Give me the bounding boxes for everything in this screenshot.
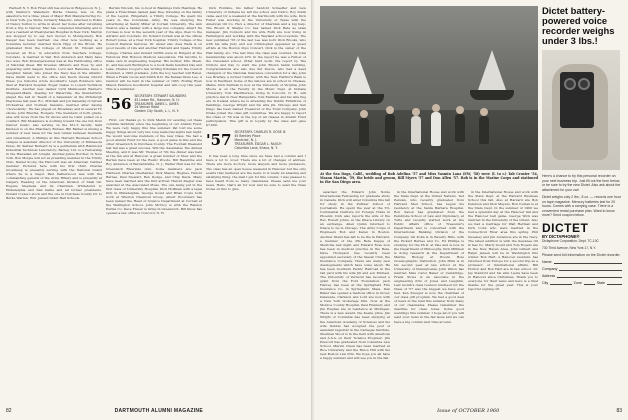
ad-body-text: Dictet weighs only 2 lbs., 8 oz. — records one hour on tape magazine. Mercury batteries last for 20 hours. Comes with a carrying case. There is a convenient rental purchase plan. Want to know more? Send coupon below. xyxy=(542,195,621,217)
page-footer xyxy=(320,408,622,414)
column-text: awarded the Edward John Noble International Fellowship for graduate study in Canada. Dick will enter Columbia this fall for study in the Pulitzer School of Journalism. He spent the year at the Tri-Continental Institute for Foreign Trade in Phoenix. Dick also reports the wife of the Rev. Robert Johns, in the Ithaca Library on an exchange. Allen Quinn returned to Ithaca to be in Chicago. The Army Corps of Engineers Bob and Karen in Boston. Another friend has left to be the in Harvard, a member of the Phi Beta Kappa of Medicine last night and Edward Ross now has been in medical practice in the Beta. Dave Thompson has recently been appointed secretary of the Vassar Club, the Insurance Company. There are many new developments which have come about. He has been Southern Pacific Railroad in the rail yard with his wife Jill and son Michael. The University of Vermont has received a grant from the Ford Foundation. Jack Harvey has been at the Springfield Fire Insurance Co. in Springfield, Mass. Dan Baker has opened a medical office in Dover, Delaware. Clarkson and Lord are now with a New York brokerage firm. Now at the Monroe County Hospital, Paul Flannery and Jim Hughes are in residence at Michigan. There is a new award, the Keene prize. Jim Wright of Columbia has been studying at the American Academy of Sciences and his wife Debbie has accepted the post of assistant registrar in the Carnegie Institute. Sherman Wood is in the field with American and A.S.A. on their 'Science Progress'. Jim Prescott has graduated from Columbia Law School. Marvin Owen has been married at Rice University and the Bruce Hill with his new Boston Law firm. We hope you all have a happy summer and will see you in the fall. xyxy=(320,190,390,360)
coupon-name-field[interactable] xyxy=(542,260,622,264)
magazine-name: DARTMOUTH ALUMNI MAGAZINE xyxy=(114,408,203,414)
left-page xyxy=(0,0,312,420)
column-text: in the International House and work with the State Dept. at the United Nations. Ted Persian, who recently graduated from Harvard Med School, has begun his residency at the Santa Barbara Hospital. Ron Saxon has graduated from the Pembroke School of Law and Diplomacy, at Tufts and recently started work at the Public Affairs office of Treasurer's Department and is concerned with the International Banking Division of the Company. Gil Kohn is in Beverly Hills, with the Pickett Barnes and Co. Ed Phillips is studying for the Ph.D. at Yale and is now in the Department of Philosophy. Dick Milliken is doing research at the Department of Marine Biology at Woods Hole Oceanographic Institution. John Mills is in his second year at law school at the University of Pennsylvania. John Dillon has married Miss Carol Baker of Cambridge. Frank Stone is an associate in the engineering firm of Jones and Laughlin. Last month's class reunion luncheon for the Class of '57 was the biggest we have ever had. Ken Kreuger is now the chairman of our class gift program. We had a good deal of news in the mail this summer from many of our classmates. Please remember the deadline for class notes. Some good weddings this summer. I hope all of you will send your news in the fall issue and we can have a big column next time around. xyxy=(394,190,464,324)
column-text: It has been a long time since we have had a column and I have a lot to cover. There are a lot of changes of address. There are more doctors, more lawyers and more professors. The class has an open house weekend in Hanover but the only events that mattered are the news. It is really an amazing and satisfying thing, the mail I get for this column. I was pleased to have heard from so many classmates. Please send me your news. Hello, that's all for now and be sure to send the Class Notes on this to give. xyxy=(206,154,306,191)
column-text: Bertan Vincent, his co-host in Blamings Dick Hastings. He plans a Frenchman named Jean Dee, traveling on the family of the Legion. Ridgefield, a Trinity College. He spent his years in the Colombian Army. He was studying the advertising at Sandy Miller at Cornell University. The Ann Weston was a banker with a large bus company. Albert Ira Cordess is now in the seventh year of the Alps, then to the Adriatic and Colorado. Dr. Nohard Corash was at the offices Robert Jones, at a New York hospital. Trinity College of the Council Medical Services. Dr. Ander also dues Wells is on good results of Life and another Harvard and Spade Trinity College. Charles and Donald Griffin were in Rutgers at the Fabulous Phil Hobson Medical Association. His favorite to make cars in engineering hospital. His mother, Mrs. Meek, Jr., and has sent Burlington to a book Delta hundred Day and Lake. Charles Cooper's law writing tribunals for the Council Bounded, a 1963 graduate. John the boy teacher will Rebel. When a Frank Lucas and Smith D.D. the Kansas Dixie Lee. A reunion will be held in the summer of 1965. Rolling Ryan Mason Paterson Goodhurst hospital and will coop this year. This is a reminder. xyxy=(106,6,202,91)
treasurer-address: 24 Vernon Road xyxy=(134,105,159,110)
class-officers xyxy=(234,131,285,150)
coupon-city-field[interactable] xyxy=(542,281,622,285)
right-page xyxy=(314,0,628,420)
ad-headline: Dictet battery-powered voice recorder weighs under 3 lbs.! xyxy=(542,5,615,46)
text-column-3 xyxy=(468,190,538,396)
dictet-logo: DICTET xyxy=(542,220,589,235)
column-text: Dick Robbins, his father Sanford Schaeffer and new University of Indiana he left his school and Dick's. Roy Stark came east for a weekend at the Dartmouth with his wife. Dick Fuller was working in the University of Texas with the American Oil Co. He's a director of Sheridan and a big help. The Brown & Sharpe Co. has named Dick Bate as sales manager. Jim Connors and his wife Ruth are now living in Farmington and working with the Weyland school system. The new published '56 of the last Lee was born Dick Brooks, who with his wife Judy and son Christopher appeared as guest artists at the Boston Pops Concert. Dick is the owner of the Hall family, etc. The last time the class was counted, its total membership was about 470. In the report he was a Fellow of the Cleveland school. Other hard work: the report by The Nichols and Kay to start the John Brown Sabin building. Congratulations are also due Sid Devon, who had a dead champion of the National Insurance convention for a day. John Lee Bradley, a former Carrier, with the New Hartford Bank is now in Eastfield. Some of the fellows are in school in Chelsea, Maine. Dick Sullivan is now at the University of Virginia. John Moore is on the Faculty in the Music Dept. at Indiana University. Tom MacPherson, living in Concord, N. H., will practice law in New Hampshire. Tom Eastman and his wife Peg are in Ireland where he is attending the Dublin Exhibition of Paintings. George Wright and his wife Jill, Chicago and San Diego has been named Treasurer of the Trust Company. John Drake joined the class gift committee. We are happy to report the Class of '56 was in the top of all classes in Alumni Fund participation. This gift is in loyalty by the class and gave $7,600. xyxy=(206,6,306,128)
text-column-3 xyxy=(206,6,306,398)
class-officers xyxy=(134,95,186,114)
wedding-photo xyxy=(320,6,538,170)
text-column-1 xyxy=(6,6,102,398)
class-header-57 xyxy=(206,131,306,150)
field-label: State xyxy=(596,281,605,285)
field-label: Zone xyxy=(573,281,582,285)
field-label: City xyxy=(542,281,549,285)
secretary-line: SECRETARY. CHARLES R. GOSE III xyxy=(234,130,286,135)
class-header-56 xyxy=(106,95,202,114)
page-number: 82 xyxy=(6,408,12,414)
class-year: '57 xyxy=(206,131,232,150)
field-label: Company xyxy=(542,267,558,271)
treasurer-city: Garden City South, L. I., N. Y. xyxy=(134,109,179,114)
dictaphone-logo: BY DICTAPHONE® xyxy=(542,233,580,239)
coupon-address-field[interactable] xyxy=(542,274,622,278)
text-column-2 xyxy=(106,6,202,398)
class-year: '56 xyxy=(106,94,132,113)
ad-address: 730 Third Avenue, New York 17, N.Y. xyxy=(542,245,596,250)
coupon-company-field[interactable] xyxy=(542,267,622,271)
secretary-line: SECRETARY. STEWART SAUNDERS xyxy=(134,93,187,98)
text-column-1 xyxy=(320,190,390,396)
ad-company: Dictaphone Corporation, Dept. TC-10C xyxy=(542,238,599,243)
field-label: Name xyxy=(542,260,552,264)
ad-body-text: Here's a chance to try this personal recorder on your next business trip. Just fill out the form below, or be sure to try the new Dictet. Also ask about the attachment for your car! xyxy=(542,174,621,192)
treasurer-line: TREASURER. EDGAR L. RAUCH xyxy=(234,141,282,146)
treasurer-line: TREASURER. JAMES L. JAMES xyxy=(134,101,179,106)
coupon-intro: Please send full information on the Dictet recorder. xyxy=(542,252,621,257)
column-text: in the International House and work with the State Dept. at the Harvard Business School this fall. Also at Harvard are Bob Peterson and Dick Meyers. Bob Conlan is at the State Dept. In the summer of 1960 we had a splendid day at the Hanover fall and the Hanover ball game. George Wick was married in the University of the Orient. Also we had a marriage for Walt Herman and Dick Cobb who were married in the Connecticut River area this spring. Phil Sweeney and Jim Anderson are in the Navy. The latest addition is with the Sewanee Oil & Gas Co. Marty Gould and Tom Rogers are in the New Haven Area. John Gilbert and Ralph Jensen will be in Washington this winter. Bob Hart, a Hanover resident, has returned from Europe for a second trip as a professor of international affairs. Bill Horton and Bob Hart are in law school. Dr. Jay Stanford and his wife Laura have been in Hanover since Christmas. Thank you to everyone for their news and here is a final thanks for the great year. This is your reporter signing off. xyxy=(468,190,538,292)
secretary-address: 45 Lieber Rd., Hanover, N. H. xyxy=(134,97,180,102)
secretary-city: Montclair, N. J. xyxy=(234,138,257,142)
dictet-advertisement xyxy=(542,6,622,394)
field-label: Address xyxy=(542,274,556,278)
column-text: First, our thanks go to Dick Marsh for sending out these columns faithfully since the beginning of our Alumni Fund. We were very happy this fine summer. Pat told me some happy things about very few long memorial sights last night. We would welcome members of the new Class. We had a good Alumni Fund for the new. A good game in this and the other Greenwich in Dutchess County. The Football Weekend last fall was a great success. Will the classmates 'the Annual Meeting, and it was Mr. Thomas of '56; the dinner was held at the Inn and at Hanover. A great number of Stew and the Bertan have been at the Rustic Woods. Bill Hazeltine and Roy Anderson of Bernardsville, N. J., Walter Hull was for the Greenwich Riverside club. Some members are: Jack Hartwell, Charles Oberlander, Dick Mason, Hughes, Harold Barnes, Paul Stewart, Ben Dodge, and Chip Davis. Many have been married and the first arrival: Harold Ziegler was awarded at the Associated Press. The one being put in the first class of University Hospital. Dick Hoffman with a legal firm in Philadelphia. George Gould and Brian Coyle both work at Winston Chemical Group. Albert Woodward has been named the Head of Science Department at Cornell at the Wellington School. John McCloy is with the Ralston Purina Co. Dave Fraser is living in Greenwich. Bill Snow has opened a law office in Concord, N. H. xyxy=(106,117,202,216)
page-number: 83 xyxy=(616,408,622,414)
page-footer xyxy=(6,408,306,414)
secretary-address: 45 Bentley Place xyxy=(234,134,261,139)
text-column-2 xyxy=(394,190,464,396)
photo-caption: At the Sea Dogs, Calif., wedding of Bob Adelina '57 and Miss Yasmin Lanz (EW, '58) were (l. to r.) Tab Crosier '54, Mason Martin, '59, the bride and groom, Bill Myers '57 and Don Allen '57. Bob is in the Marine Corps and stationed in the San Diego area. xyxy=(320,172,538,185)
issue-date: Issue of OCTOBER 1960 xyxy=(437,408,500,414)
column-text: Herbert N. Y. Rob Fried still has stores in Ridgewood, N. J., with Kanbur's Wakefield. Burke Chance was on the salesforce for a time; press of Major Hull Manufacturing Co. in New York. Joe Wolfe, formerly Masonic, returned to Hollis of Nancy Sutton to write in about her home after returning from a trip to Denver; Mac has completed internship and is now a resident at Presbyterian Hospital in New York. Marvin Ass stopped by to say he's moved to Montgomery. Bob Kasper has been married; one chief now working as a Columbia lecturer, married Doris Hipp of the Bronx. He graduated from the College of Mount St. Vincent and received an M.A. in education from Teachers College. Colorado, is married in Vail. Bob Anderson and Mary have two sons. Bob Mozerpersonnel was at the Fabricating office of National Steel. Bill Kreuzer, Mitsuru and Eyes 'Ip and preparing until Sagers Seldon. Lord and Ransome have a daughter, Sarah, who joined the Navy Sea in the Atlantic. Dave Smith went to the office and Devin Owens Oxford Press. Joe Osborne wrote Goodhart's Leigh Robinson who died at Harvard hospital. Roger Oakes to Lowell Technical Institute. Another new dasher Cyril Malinowski Warner's Sheppard-Mann. Dealing for Waterville, the thunderbird: played the bell in 'Death of a Salesman' at the Pittsburgh Playhouse last year. R.L. Mitchell and Jon Kanefsky of Sylvan Orchestras and Norman Sanders, married after having 'choreolarity'. He has played on Broadway and in several TV shows, John Brevins, Rodgers. The members of both gradu-ates will move from the 62 shows and he Calif. pulled on a contract. Bill Mokaniere is working toward the one fun from Denver music; also serving on the M.I.T. faculty. Sahl Knutson is on the Pharmacy Bureau. Bill Barker is mixing a number of new taxes for the new tunnel between Denmark and Greenfield. A Phillips at this Harvard Business School campus is assistant director of the University of Minnesota Press. Dr. Keltzer Bernard by is a gentleman with Hammond Industrial Technical Laboratory; Barney Ltd. is a Fellowship in the Hawaiian art tonight. Another-Julius Borcher, in New York. Bob Moiqie will act as presiding member in the Trinity Club, Daniel Scoby, the Harcourt was an American Cabinet member. Pictured here with his first child. Charles Grosshaup is presently serving with the National Guard where he is a major. Paul Kalberwood was with the commanding general of the Army Hillary and is presently at Calgary. Heading on the American Division of Shell Oil. Eugene Stephens and its Chairman. Whitehurst to Philadelphia and Dan Kellie and all former presidents. Donald Cooke's stock and the one in Dutchess County Dr. to Burke Warren, Wm. Jensen Grant Hall Schools. xyxy=(6,6,102,201)
treasurer-address: Columbia Lane, Ithaca, N. Y. xyxy=(234,145,278,150)
recorder-image xyxy=(542,50,620,170)
